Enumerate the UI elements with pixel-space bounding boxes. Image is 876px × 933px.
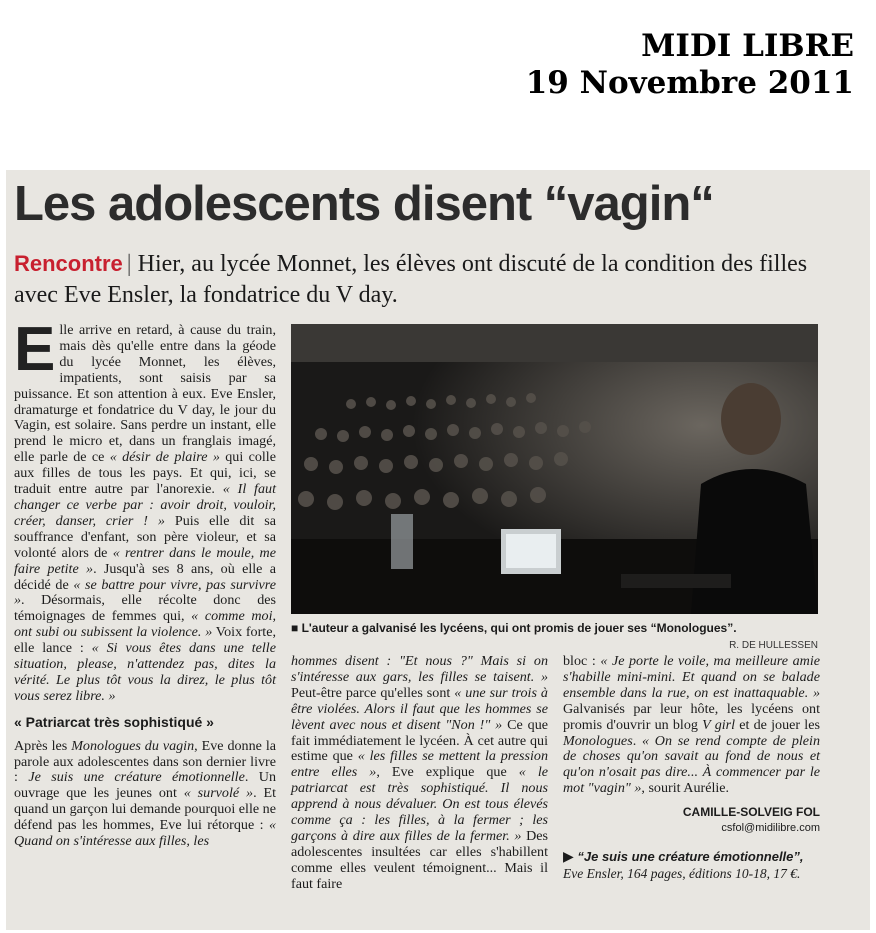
article-column-1 [14,315,277,850]
body-text: Puis elle dit sa souffrance d'enfant, son père violeur, et sa volonté alors de [14,512,276,561]
quote: « Je porte le voile, ma meilleure amie s'habille mini-mini. Et quand on se balade ensemble dans la rue, on est inattaquable. » [563,653,820,701]
article-author: CAMILLE-SOLVEIG FOL [682,805,820,820]
body-text: Galvanisés par leur hôte, les lycéens ont promis d'ouvrir un blog [563,700,820,733]
body-text: , sourit Aurélie. [641,780,730,797]
body-text: lle arrive en retard, à cause du train, mais dès qu'elle entre dans la géode du lycée Monnet, les élèves, impatients, sont saisis par sa puissance. Et son attention à eux. Eve Ensler, dramaturge et fondatrice du V day, le jour du Vagin, est solaire. Sans perdre un instant, elle prend le micro et, dans un franglais imagé, elle parle de ce [14,322,276,466]
quote: « les filles se mettent la pression entre elles » [291,748,548,781]
publication-date: 19 Novembre 2011 [525,65,854,101]
quote: « comme moi, ont subi ou subissent la violence. » [14,608,277,641]
quote: « On se rend compte de plein de choses qu'on savait au fond de nous et qu'on n'osait pas dire... À commencer par le mot "vagin" » [563,732,820,797]
book-reference: Monologues [563,732,633,749]
photo-caption [291,621,818,635]
article-subhead: « Patriarcat très sophistiqué » [14,713,214,730]
lecture-hall-photo [291,324,818,614]
book-reference-box [563,849,820,883]
quote: « une sur trois à être violées. Alors il faut que les hommes se lèvent avec nous et disent "Non !" » [291,684,548,733]
publication-header [526,28,854,102]
quote: « désir de plaire » [109,449,220,466]
body-text: Des adolescentes insultées car elles s'habillent comme elles veulent témoignent... Mais il faut faire [291,827,548,892]
quote: « Si vous êtes dans une telle situation, please, n'attendez pas, dites la vérité. Le plus tôt vous la direz, le plus tôt vous serez libre. » [14,640,276,704]
newspaper-clipping [6,170,870,930]
kicker-separator: | [126,251,132,277]
quote: « rentrer dans le moule, me faire petite » [14,544,276,577]
body-text: qui colle aux filles de tous les pays. Et qui, ici, se traduit entre autre par l'anorexie. [14,449,276,498]
book-arrow-icon: ▶ [563,848,578,865]
quote: hommes disent : "Et nous ?" Mais si on s'intéresse aux gars, les filles se taisent. » [291,653,548,685]
publication-name: MIDI LIBRE [641,28,854,64]
deck-text: Hier, au lycée Monnet, les élèves ont discuté de la condition des filles avec Eve Ensler, la fondatrice du V day. [14,251,808,308]
body-text: . Jusqu'à ses 8 ans, où elle a décidé de [14,560,276,593]
quote: « le patriarcat est très sophistiqué. Il nous apprend à nous dévaluer. On est tous élevés comme ça : les filles, à la fermer ; les garçons à dire aux filles de la fermer. » [291,764,549,844]
caption-bullet-icon: ■ [291,621,302,635]
article-kicker: Rencontre [14,251,123,276]
column-2-paragraph [291,654,548,893]
body-text: Après les [14,737,68,754]
book-reference: Je suis une créature émotionnelle [28,769,245,786]
column-1-paragraph-2 [14,739,276,850]
quote: « se battre pour vivre, pas survivre » [14,576,276,609]
body-text: . Un ouvrage que les jeunes ont [14,769,276,802]
caption-text: L'auteur a galvanisé les lycéens, qui ont promis de jouer ses “Monologues”. [301,621,737,635]
quote: « survolé » [183,785,254,802]
body-text: , Eve explique que [376,764,507,781]
body-text: bloc : [563,653,596,669]
body-text: Voix forte, elle lance : [14,624,276,657]
book-reference: Monologues du vagin [71,737,195,754]
photo-credit: R. DE HULLESSEN [729,640,818,651]
quote: « Il faut changer ce verbe par : avoir droit, vouloir, créer, danser, crier ! » [14,481,276,529]
drop-cap: E [14,315,56,384]
author-email: csfol@midilibre.com [721,822,820,835]
body-text: . Et quand un garçon lui demande pourquoi elle ne défend pas les hommes, Eve lui rétorque : [14,785,276,834]
book-details: Eve Ensler, 164 pages, éditions 10-18, 17 €. [563,865,801,881]
quote: « Quand on s'intéresse aux filles, les [14,817,276,850]
article-column-2 [291,654,548,893]
body-text: . Désormais, elle récolte donc des témoignages de femmes qui, [14,592,276,625]
article-column-3 [563,654,820,883]
body-text: Peut-être parce qu'elles sont [291,684,451,701]
column-1-paragraph-1 [14,315,277,705]
body-text: Ce que fait immédiatement le lycéen. À cet autre qui estime que [291,716,549,765]
article-headline: Les adolescents disent “vagin“ [14,177,714,231]
body-text: , Eve donne la parole aux adolescentes dans son dernier livre : [14,737,276,786]
article-deck [14,248,834,311]
body-text: et de jouer les [739,716,820,733]
article-photo [291,324,818,614]
book-title: “Je suis une créature émotionnelle”, [577,848,804,864]
blog-name: V girl [702,716,736,733]
column-3-paragraph [563,654,820,797]
body-text: . [632,732,637,749]
